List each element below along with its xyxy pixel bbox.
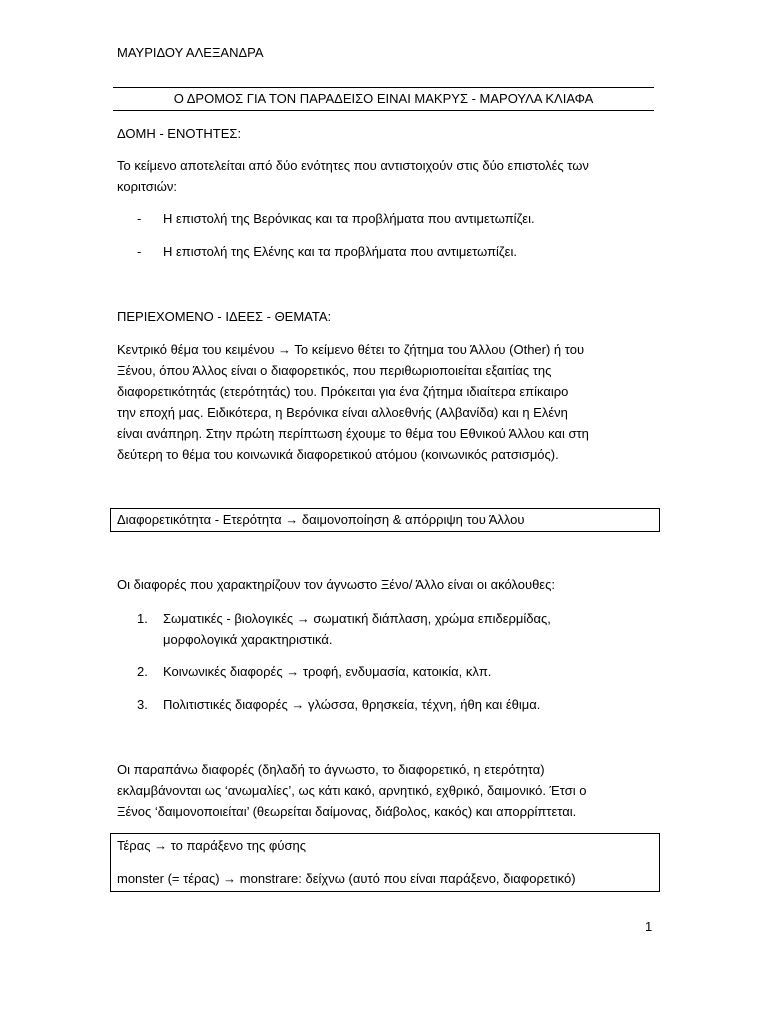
paragraph-line: κοριτσιών: bbox=[117, 179, 177, 194]
paragraph-line: είναι ανάπηρη. Στην πρώτη περίπτωση έχουμε το θέμα του Εθνικού Άλλου και στη bbox=[117, 426, 589, 441]
list-dash: - bbox=[137, 211, 142, 226]
list-number: 3. bbox=[137, 697, 148, 712]
list-dash: - bbox=[137, 244, 142, 259]
list-number: 2. bbox=[137, 664, 148, 679]
paragraph-line: Οι παραπάνω διαφορές (δηλαδή το άγνωστο, το διαφορετικό, η ετερότητα) bbox=[117, 762, 545, 777]
paragraph-line: Ξένου, όπου Άλλος είναι ο διαφορετικός, που περιθωριοποιείται εξαιτίας της bbox=[117, 363, 552, 378]
highlight-box-otherness: Διαφορετικότητα - Ετερότητα → δαιμονοποίηση & απόρριψη του Άλλου bbox=[110, 508, 660, 532]
paragraph-line: Ξένος ‘δαιμονοποιείται’ (θεωρείται δαίμονας, διάβολος, κακός) και απορρίπτεται. bbox=[117, 804, 577, 819]
paragraph-line: Οι διαφορές που χαρακτηρίζουν τον άγνωστο Ξένο/ Άλλο είναι οι ακόλουθες: bbox=[117, 577, 555, 592]
list-number: 1. bbox=[137, 611, 148, 626]
highlight-box-monster bbox=[110, 833, 660, 892]
box-line: Τέρας → το παράξενο της φύσης bbox=[117, 838, 306, 853]
paragraph-line: εκλαμβάνονται ως ‘ανωμαλίες’, ως κάτι κακό, αρνητικό, εχθρικό, δαιμονικό. Έτσι ο bbox=[117, 783, 587, 798]
list-item-text: μορφολογικά χαρακτηριστικά. bbox=[163, 632, 333, 647]
list-item-text: Κοινωνικές διαφορές → τροφή, ενδυμασία, κατοικία, κλπ. bbox=[163, 664, 492, 679]
paragraph-line: Το κείμενο αποτελείται από δύο ενότητες που αντιστοιχούν στις δύο επιστολές των bbox=[117, 158, 589, 173]
author-name: ΜΑΥΡΙΔΟΥ ΑΛΕΞΑΝΔΡΑ bbox=[117, 45, 264, 60]
document-title: Ο ΔΡΟΜΟΣ ΓΙΑ ΤΟΝ ΠΑΡΑΔΕΙΣΟ ΕΙΝΑΙ ΜΑΚΡΥΣ - ΜΑΡΟΥΛΑ ΚΛΙΑΦΑ bbox=[113, 87, 654, 111]
paragraph-line: διαφορετικότητάς (ετερότητάς) του. Πρόκειται για ένα ζήτημα ιδιαίτερα επίκαιρο bbox=[117, 384, 569, 399]
paragraph-line: δεύτερη το θέμα του κοινωνικά διαφορετικού ατόμου (κοινωνικός ρατσισμός). bbox=[117, 447, 559, 462]
list-item-text: Σωματικές - βιολογικές → σωματική διάπλαση, χρώμα επιδερμίδας, bbox=[163, 611, 551, 626]
page-number: 1 bbox=[645, 919, 653, 934]
box-line: monster (= τέρας) → monstrare: δείχνω (αυτό που είναι παράξενο, διαφορετικό) bbox=[117, 871, 576, 886]
section-heading-structure: ΔΟΜΗ - ΕΝΟΤΗΤΕΣ: bbox=[117, 126, 242, 141]
paragraph-line: την εποχή μας. Ειδικότερα, η Βερόνικα είναι αλλοεθνής (Αλβανίδα) και η Ελένη bbox=[117, 405, 568, 420]
section-heading-content: ΠΕΡΙΕΧΟΜΕΝΟ - ΙΔΕΕΣ - ΘΕΜΑΤΑ: bbox=[117, 309, 332, 324]
list-item-text: Πολιτιστικές διαφορές → γλώσσα, θρησκεία, τέχνη, ήθη και έθιμα. bbox=[163, 697, 541, 712]
paragraph-line: Κεντρικό θέμα του κειμένου → Το κείμενο θέτει το ζήτημα του Άλλου (Other) ή του bbox=[117, 342, 585, 357]
list-item-text: Η επιστολή της Ελένης και τα προβλήματα που αντιμετωπίζει. bbox=[163, 244, 517, 259]
list-item-text: Η επιστολή της Βερόνικας και τα προβλήματα που αντιμετωπίζει. bbox=[163, 211, 535, 226]
